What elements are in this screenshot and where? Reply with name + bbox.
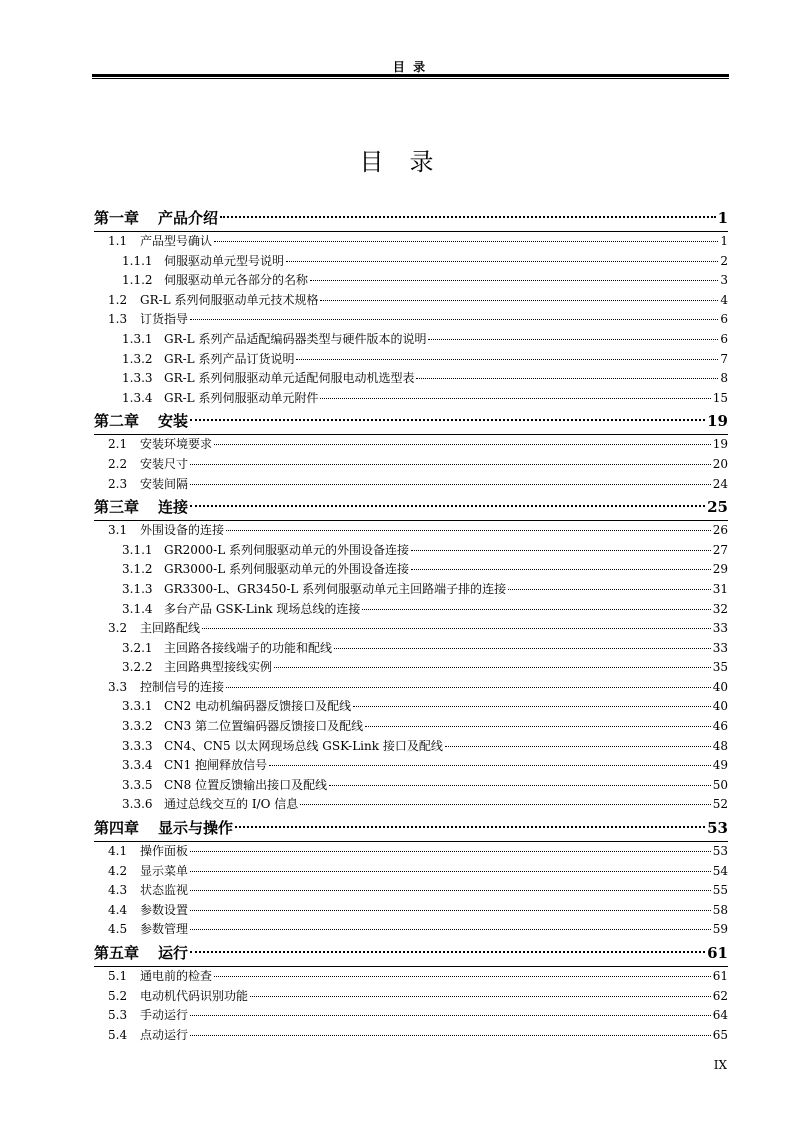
dot-leader (214, 976, 711, 977)
toc-entry-sub[interactable] (94, 350, 728, 370)
toc-entry-label (108, 310, 188, 330)
toc-entry-title: GR-L 系列伺服驱动单元附件 (164, 390, 319, 405)
toc-entry-label (94, 815, 233, 841)
toc-entry-label (122, 776, 327, 796)
toc-entry-label (108, 291, 318, 311)
dot-leader (320, 300, 718, 301)
toc-entry-label (108, 901, 188, 921)
toc-entry-page: 48 (712, 738, 728, 753)
toc-entry-title: 手动运行 (140, 1008, 189, 1023)
toc-entry-number: 3.3.4 (122, 758, 153, 773)
toc-entry-title: GR3300-L、GR3450-L 系列伺服驱动单元主回路端子排的连接 (164, 581, 507, 596)
dot-leader (190, 871, 711, 872)
toc-entry-page: 35 (712, 660, 728, 675)
dot-leader (190, 951, 705, 953)
toc-entry-number: 1.3 (108, 312, 128, 327)
dot-leader (214, 444, 711, 445)
toc-entry-number: 1.3.4 (122, 390, 153, 405)
toc-entry-label (122, 795, 298, 815)
toc-entry-number: 3.2.2 (122, 660, 153, 675)
toc-entry-number: 5.1 (108, 969, 128, 983)
toc-entry-title: 控制信号的连接 (140, 679, 225, 694)
header-rule (92, 74, 729, 79)
toc-entry-page: 40 (712, 699, 728, 714)
toc-entry-page: 8 (720, 371, 728, 386)
toc-entry-sub[interactable] (94, 795, 728, 815)
toc-entry-sub[interactable] (94, 639, 728, 659)
toc-entry-title: GR-L 系列伺服驱动单元技术规格 (140, 292, 319, 307)
dot-leader (445, 746, 711, 747)
toc-entry-page: 19 (707, 412, 728, 431)
toc-entry-label (108, 862, 188, 882)
toc-entry-number: 1.3.2 (122, 351, 153, 366)
toc-entry-page: 7 (720, 351, 728, 366)
toc-entry-title: CN1 抱闸释放信号 (164, 758, 268, 773)
dot-leader (416, 378, 718, 379)
toc-entry-title: 显示与操作 (158, 819, 234, 838)
toc-entry-section[interactable] (94, 678, 728, 698)
toc-entry-title: 参数管理 (140, 922, 189, 937)
toc-entry-section[interactable] (94, 232, 728, 252)
toc-entry-title: 电动机代码识别功能 (140, 988, 249, 1003)
dot-leader (190, 484, 711, 485)
toc-entry-title: 产品型号确认 (140, 234, 213, 248)
toc-entry-label (108, 842, 188, 862)
toc-entry-number: 2.2 (108, 456, 128, 471)
toc-entry-label (108, 475, 188, 495)
toc-entry-title: GR-L 系列伺服驱动单元适配伺服电动机选型表 (164, 371, 415, 386)
dot-leader (202, 628, 711, 629)
toc-entry-page: 32 (712, 601, 728, 616)
toc-entry-title: 参数设置 (140, 902, 189, 917)
toc-entry-page: 59 (712, 922, 728, 937)
toc-entry-page: 33 (712, 621, 728, 636)
toc-entry-sub[interactable] (94, 541, 728, 561)
running-header: 目 录 (392, 60, 428, 74)
toc-entry-number: 5.4 (108, 1027, 128, 1042)
toc-entry-chapter[interactable] (94, 205, 728, 232)
toc-entry-page: 62 (712, 988, 728, 1003)
toc-entry-section[interactable] (94, 987, 728, 1007)
toc-entry-title: GR2000-L 系列伺服驱动单元的外围设备连接 (164, 542, 409, 557)
toc-entry-number: 3.3.6 (122, 797, 153, 812)
toc-entry-number: 3.3.5 (122, 777, 153, 792)
dot-leader (190, 505, 705, 507)
toc-entry-section[interactable] (94, 435, 728, 455)
toc-entry-title: 订货指导 (140, 312, 189, 327)
toc-entry-section[interactable] (94, 1006, 728, 1026)
dot-leader (296, 359, 718, 360)
toc-entry-sub[interactable] (94, 658, 728, 678)
toc-entry-page: 33 (712, 640, 728, 655)
toc-entry-number: 3.1 (108, 523, 128, 538)
toc-entry-sub[interactable] (94, 252, 728, 272)
toc-entry-label (108, 881, 188, 901)
toc-entry-number: 4.5 (108, 922, 128, 937)
toc-entry-label (108, 435, 212, 455)
toc-entry-number: 第四章 (94, 819, 140, 838)
toc-entry-sub[interactable] (94, 737, 728, 757)
dot-leader (190, 419, 705, 421)
toc-entry-label (108, 521, 224, 541)
page-title: 目录 (359, 148, 460, 176)
toc-entry-title: CN4、CN5 以太网现场总线 GSK-Link 接口及配线 (164, 738, 443, 753)
toc-entry-number: 3.2.1 (122, 640, 153, 655)
toc-entry-page: 49 (712, 758, 728, 773)
toc-entry-number: 3.3.3 (122, 738, 153, 753)
toc-entry-label (122, 560, 409, 580)
dot-leader (190, 929, 711, 930)
toc-entry-number: 第二章 (94, 412, 140, 431)
toc-entry-label (108, 1006, 188, 1026)
toc-entry-number: 3.3.1 (122, 699, 153, 714)
toc-entry-page: 27 (712, 542, 728, 557)
toc-entry-number: 4.2 (108, 863, 128, 878)
toc-entry-number: 2.3 (108, 476, 128, 491)
toc-entry-label (108, 987, 248, 1007)
toc-entry-page: 53 (707, 819, 728, 838)
toc-entry-section[interactable] (94, 901, 728, 921)
toc-entry-label (122, 600, 360, 620)
toc-entry-title: CN3 第二位置编码器反馈接口及配线 (164, 719, 364, 734)
dot-leader (274, 667, 711, 668)
toc-entry-page: 24 (712, 476, 728, 491)
toc-entry-title: 主回路典型接线实例 (164, 660, 273, 675)
toc-entry-page: 58 (712, 902, 728, 917)
toc-entry-title: 外围设备的连接 (140, 523, 225, 538)
dot-leader (214, 241, 718, 242)
dot-leader (362, 609, 710, 610)
toc-entry-page: 6 (720, 312, 728, 327)
toc-entry-label (108, 619, 200, 639)
toc-entry-number: 1.2 (108, 292, 128, 307)
toc-entry-page: 40 (712, 679, 728, 694)
toc-entry-page: 64 (712, 1008, 728, 1023)
toc-entry-number: 1.3.3 (122, 371, 153, 386)
toc-entry-label (108, 678, 224, 698)
toc-entry-page: 25 (707, 498, 728, 517)
toc-entry-title: 通电前的检查 (140, 969, 213, 983)
toc-entry-label (108, 455, 188, 475)
dot-leader (190, 464, 711, 465)
toc-entry-section[interactable] (94, 842, 728, 862)
toc-entry-label (108, 920, 188, 940)
toc-entry-section[interactable] (94, 310, 728, 330)
toc-entry-label (94, 205, 218, 231)
toc-entry-chapter[interactable] (94, 494, 728, 521)
dot-leader (353, 706, 711, 707)
toc-entry-section[interactable] (94, 475, 728, 495)
toc-entry-page: 65 (712, 1027, 728, 1042)
dot-leader (365, 726, 711, 727)
dot-leader (411, 569, 711, 570)
toc-entry-label (122, 639, 332, 659)
toc-entry-page: 46 (712, 719, 728, 734)
toc-entry-label (122, 389, 318, 409)
toc-entry-title: 安装间隔 (140, 476, 189, 491)
toc-entry-title: 多台产品 GSK-Link 现场总线的连接 (164, 601, 361, 616)
dot-leader (190, 1035, 711, 1036)
toc-entry-title: 主回路配线 (140, 621, 201, 636)
toc-entry-sub[interactable] (94, 776, 728, 796)
toc-entry-label (108, 232, 212, 252)
toc-entry-number: 3.1.2 (122, 562, 153, 577)
toc-entry-page: 6 (720, 331, 728, 346)
toc-entry-sub[interactable] (94, 600, 728, 620)
toc-entry-number: 1.1.1 (122, 253, 153, 268)
toc-entry-page: 3 (720, 273, 728, 288)
toc-entry-page: 20 (712, 456, 728, 471)
toc-entry-number: 5.3 (108, 1008, 128, 1023)
toc-entry-number: 3.1.4 (122, 601, 153, 616)
toc-entry-section[interactable] (94, 862, 728, 882)
toc-entry-number: 1.3.1 (122, 331, 153, 346)
dot-leader (226, 687, 711, 688)
toc-entry-number: 3.3 (108, 679, 128, 694)
toc-entry-page: 61 (707, 944, 728, 962)
toc-entry-label (108, 1026, 188, 1046)
toc-entry-sub[interactable] (94, 369, 728, 389)
toc-entry-section[interactable] (94, 291, 728, 311)
toc-entry-page: 54 (712, 863, 728, 878)
toc-entry-title: 连接 (158, 498, 189, 517)
toc-entry-title: GR3000-L 系列伺服驱动单元的外围设备连接 (164, 562, 409, 577)
toc-entry-title: 通过总线交互的 I/O 信息 (164, 797, 299, 812)
toc-entry-page: 26 (712, 523, 728, 538)
toc-entry-page: 1 (720, 234, 728, 248)
toc-entry-title: 主回路各接线端子的功能和配线 (164, 640, 333, 655)
toc-entry-label (122, 541, 409, 561)
toc-entry-page: 52 (712, 797, 728, 812)
dot-leader (235, 826, 705, 828)
dot-leader (226, 530, 711, 531)
dot-leader (190, 1015, 711, 1016)
toc-entry-number: 第一章 (94, 209, 140, 227)
toc-entry-label (122, 271, 308, 291)
dot-leader (428, 339, 718, 340)
toc-entry-sub[interactable] (94, 330, 728, 350)
dot-leader (220, 216, 716, 218)
toc-entry-section[interactable] (94, 920, 728, 940)
toc-entry-number: 第三章 (94, 498, 140, 517)
toc-entry-page: 31 (712, 581, 728, 596)
toc-entry-title: 产品介绍 (158, 209, 219, 227)
table-of-contents (94, 205, 728, 1045)
toc-entry-label (122, 580, 506, 600)
page-number: IX (713, 1058, 727, 1072)
toc-entry-sub[interactable] (94, 756, 728, 776)
toc-entry-title: 伺服驱动单元各部分的名称 (164, 273, 309, 288)
toc-entry-title: GR-L 系列产品订货说明 (164, 351, 295, 366)
toc-entry-label (122, 737, 443, 757)
toc-entry-page: 2 (720, 253, 728, 268)
toc-entry-label (122, 697, 351, 717)
toc-entry-title: 安装 (158, 412, 189, 431)
toc-entry-sub[interactable] (94, 697, 728, 717)
toc-entry-page: 4 (720, 292, 728, 307)
dot-leader (310, 280, 718, 281)
toc-entry-sub[interactable] (94, 580, 728, 600)
toc-entry-number: 第五章 (94, 944, 140, 962)
toc-entry-title: 状态监视 (140, 883, 189, 898)
dot-leader (300, 804, 710, 805)
dot-leader (411, 550, 711, 551)
dot-leader (190, 851, 711, 852)
toc-entry-title: 运行 (158, 944, 189, 962)
dot-leader (320, 398, 710, 399)
toc-entry-page: 53 (712, 844, 728, 859)
toc-entry-chapter[interactable] (94, 940, 728, 967)
dot-leader (329, 785, 711, 786)
toc-entry-label (94, 408, 188, 434)
toc-entry-number: 2.1 (108, 437, 128, 452)
toc-entry-number: 3.2 (108, 621, 128, 636)
toc-entry-number: 3.1.1 (122, 542, 153, 557)
toc-entry-title: 伺服驱动单元型号说明 (164, 253, 285, 268)
dot-leader (190, 319, 718, 320)
toc-entry-title: GR-L 系列产品适配编码器类型与硬件版本的说明 (164, 331, 427, 346)
toc-entry-section[interactable] (94, 619, 728, 639)
dot-leader (508, 589, 711, 590)
toc-entry-section[interactable] (94, 967, 728, 987)
toc-entry-number: 1.1 (108, 234, 128, 248)
toc-entry-label (94, 940, 188, 966)
dot-leader (190, 890, 711, 891)
toc-entry-sub[interactable] (94, 389, 728, 409)
toc-entry-chapter[interactable] (94, 815, 728, 842)
toc-entry-label (94, 494, 188, 520)
toc-entry-title: CN2 电动机编码器反馈接口及配线 (164, 699, 352, 714)
toc-entry-number: 5.2 (108, 988, 128, 1003)
dot-leader (334, 648, 711, 649)
toc-entry-page: 15 (712, 390, 728, 405)
toc-entry-number: 3.1.3 (122, 581, 153, 596)
toc-entry-page: 29 (712, 562, 728, 577)
toc-entry-page: 61 (712, 969, 728, 983)
toc-entry-label (122, 252, 284, 272)
toc-entry-section[interactable] (94, 455, 728, 475)
dot-leader (269, 765, 711, 766)
toc-entry-sub[interactable] (94, 271, 728, 291)
toc-entry-page: 1 (717, 209, 728, 227)
toc-entry-number: 4.4 (108, 902, 128, 917)
toc-entry-title: 点动运行 (140, 1027, 189, 1042)
toc-entry-title: 安装尺寸 (140, 456, 189, 471)
toc-entry-label (122, 717, 363, 737)
toc-entry-page: 19 (712, 437, 728, 452)
toc-entry-title: 操作面板 (140, 844, 189, 859)
toc-entry-label (122, 756, 267, 776)
toc-entry-number: 1.1.2 (122, 273, 153, 288)
toc-entry-sub[interactable] (94, 560, 728, 580)
toc-entry-title: 显示菜单 (140, 863, 189, 878)
toc-entry-page: 50 (712, 777, 728, 792)
toc-entry-label (122, 350, 294, 370)
toc-entry-section[interactable] (94, 1026, 728, 1046)
toc-entry-page: 55 (712, 883, 728, 898)
toc-entry-title: CN8 位置反馈输出接口及配线 (164, 777, 328, 792)
toc-entry-section[interactable] (94, 521, 728, 541)
toc-entry-sub[interactable] (94, 717, 728, 737)
toc-entry-section[interactable] (94, 881, 728, 901)
toc-entry-number: 3.3.2 (122, 719, 153, 734)
toc-entry-title: 安装环境要求 (140, 437, 213, 452)
toc-entry-label (122, 330, 426, 350)
dot-leader (250, 996, 711, 997)
toc-entry-chapter[interactable] (94, 408, 728, 435)
dot-leader (286, 261, 718, 262)
toc-entry-label (108, 967, 212, 987)
toc-entry-number: 4.1 (108, 844, 128, 859)
dot-leader (190, 910, 711, 911)
toc-entry-label (122, 369, 414, 389)
toc-entry-label (122, 658, 272, 678)
toc-entry-number: 4.3 (108, 883, 128, 898)
